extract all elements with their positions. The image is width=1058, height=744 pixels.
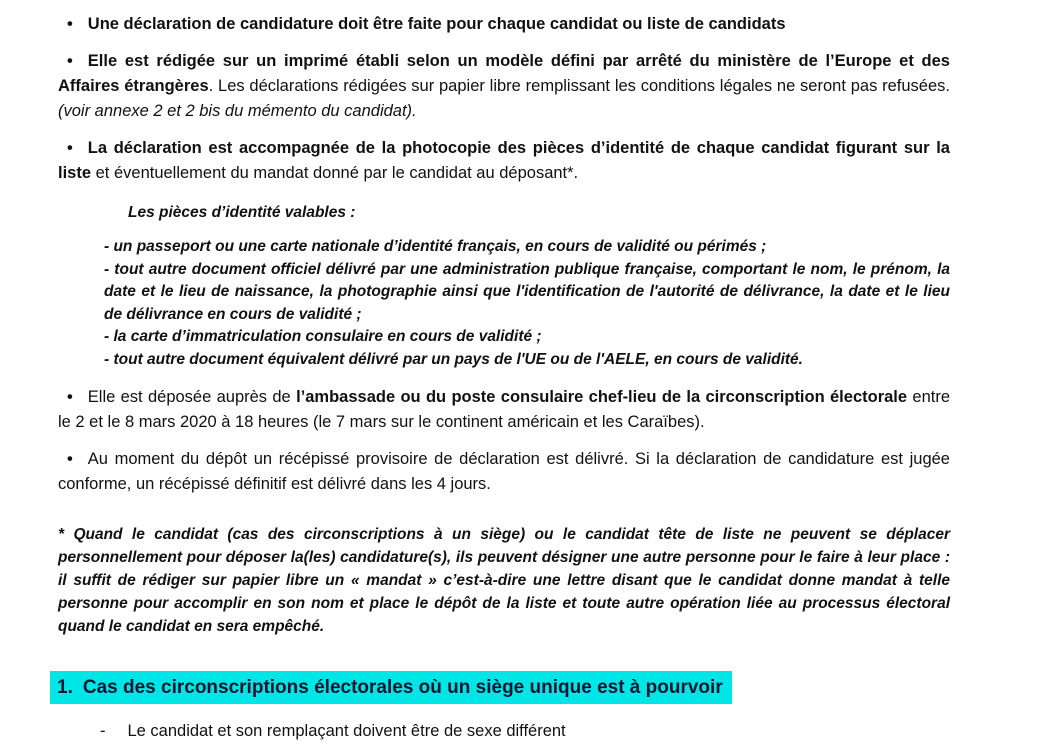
bullet3-bold-text: La déclaration est accompagnée de la photocopie des pièces d’identité de chaque candidat figurant sur la liste bbox=[58, 139, 950, 182]
bullet2-bold-text: Elle est rédigée sur un imprimé établi selon un modèle défini par arrêté du ministère de l’Europe et des Affaires étrangères bbox=[58, 52, 950, 95]
heading-text: Cas des circonscriptions électorales où un siège unique est à pourvoir bbox=[82, 677, 723, 698]
section-heading-single-seat bbox=[50, 671, 950, 704]
bullet-item-receipt bbox=[58, 447, 950, 497]
bullet-item-photocopy-id bbox=[58, 136, 950, 186]
bullet1-bold-text: Une déclaration de candidature doit être faite pour chaque candidat ou liste de candidats bbox=[87, 15, 786, 33]
bullet3-regular-text: et éventuellement du mandat donné par le candidat au déposant*. bbox=[91, 164, 579, 182]
identity-documents-intro: Les pièces d’identité valables : bbox=[128, 204, 356, 221]
bullet-marker: • bbox=[67, 139, 73, 157]
bullet-item-printed-form bbox=[58, 49, 950, 124]
dash-marker: - bbox=[100, 722, 106, 740]
bullet-item-deposit-location bbox=[58, 385, 950, 435]
identity-list-item: - la carte d’immatriculation consulaire en cours de validité ; bbox=[104, 328, 542, 345]
bullet-item-declaration-per-candidate bbox=[58, 12, 950, 37]
bullet-marker: • bbox=[67, 15, 73, 33]
identity-list-item: - un passeport ou une carte nationale d’identité français, en cours de validité ou périmés ; bbox=[104, 238, 767, 255]
identity-list-item: - tout autre document officiel délivré par une administration publique française, comportant le nom, le prénom, la date et le lieu de naissance, la photographie ainsi que l'identification de l'autorité de délivrance, la date et le lieu de délivrance en cours de validité ; bbox=[104, 260, 950, 323]
bullet4-regular-text-2: entre le 2 et le 8 mars 2020 à 18 heures (le 7 mars sur le continent américain et les Caraïbes). bbox=[58, 388, 951, 431]
bullet2-italic-text: (voir annexe 2 et 2 bis du mémento du candidat). bbox=[58, 102, 417, 120]
identity-list-item: - tout autre document équivalent délivré par un pays de l'UE ou de l'AELE, en cours de validité. bbox=[104, 350, 803, 368]
heading-highlight bbox=[50, 671, 732, 704]
bullet2-regular-text: . Les déclarations rédigées sur papier libre remplissant les conditions légales ne seront pas refusées. bbox=[208, 77, 950, 95]
bullet-marker: • bbox=[67, 450, 73, 468]
dash-item-different-sex bbox=[100, 719, 950, 744]
heading-number: 1. bbox=[57, 677, 73, 698]
bullet-marker: • bbox=[67, 52, 73, 70]
bullet4-bold-text: l’ambassade ou du poste consulaire chef-lieu de la circonscription électorale bbox=[296, 388, 908, 406]
identity-documents-list bbox=[104, 236, 950, 371]
dash-item-text: Le candidat et son remplaçant doivent être de sexe différent bbox=[127, 722, 566, 740]
bullet-marker: • bbox=[67, 388, 73, 406]
bullet5-regular-text: Au moment du dépôt un récépissé provisoire de déclaration est délivré. Si la déclaration de candidature est jugée conforme, un récépissé définitif est délivré dans les 4 jours. bbox=[58, 450, 950, 493]
bullet4-regular-text-1: Elle est déposée auprès de bbox=[87, 388, 297, 406]
mandate-footnote: * Quand le candidat (cas des circonscriptions à un siège) ou le candidat tête de liste ne peuvent se déplacer personnellement pour déposer la(les) candidature(s), ils peuvent désigner une autre personne pour le faire à leur place : il suffit de rédiger sur papier libre un « mandat » c’est-à-dire une lettre disant que le candidat donne mandat à telle personne pour accomplir en son nom et place le dépôt de la liste et toute autre opération liée au processus électoral quand le candidat en sera empêché. bbox=[58, 526, 950, 635]
